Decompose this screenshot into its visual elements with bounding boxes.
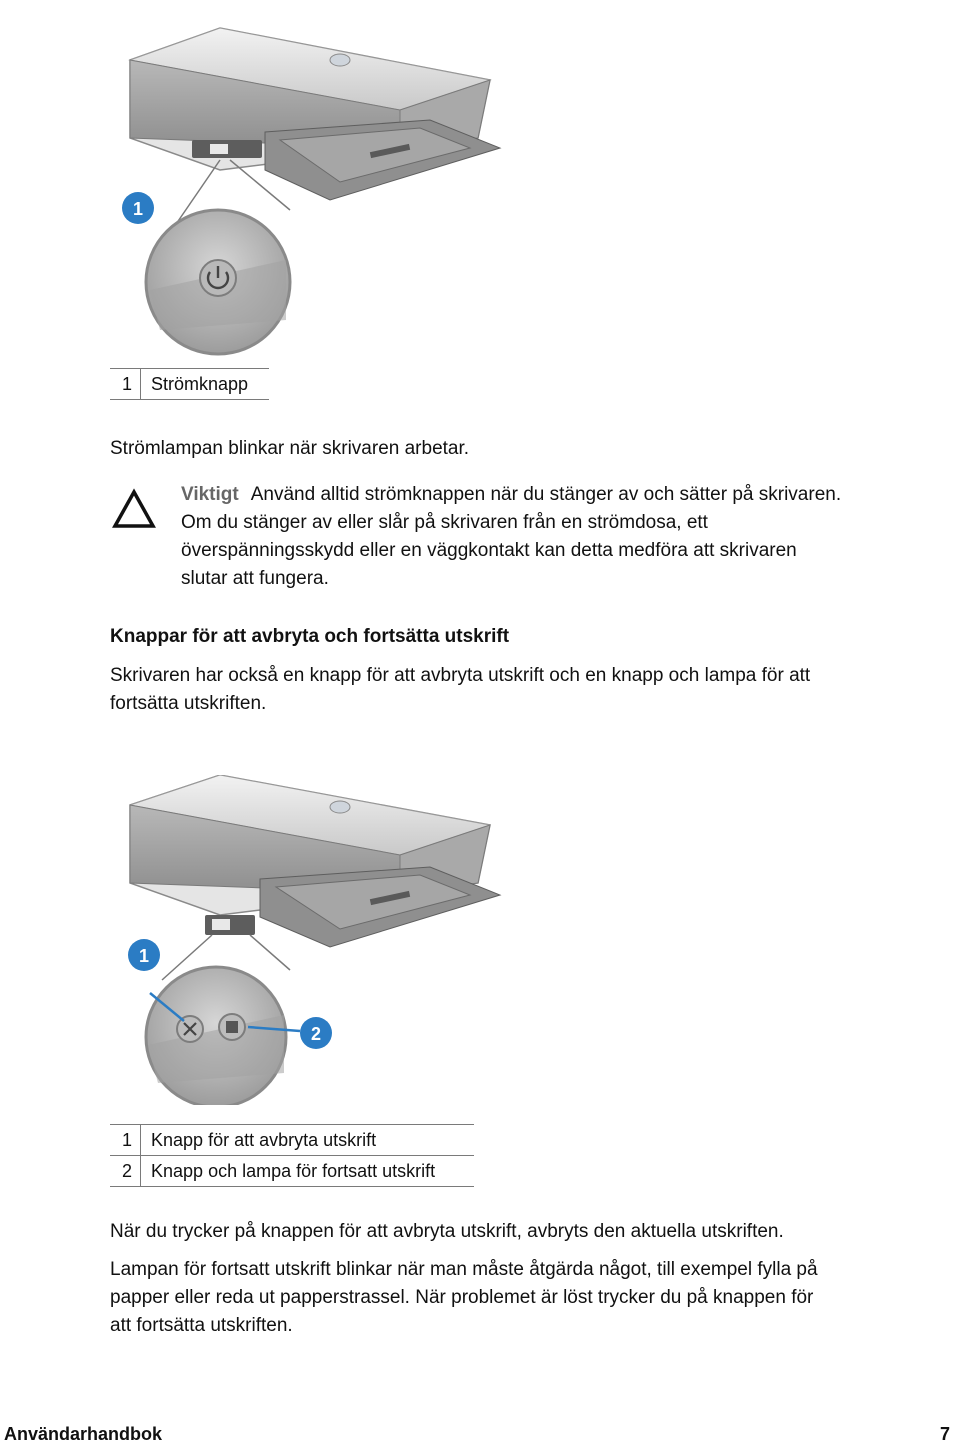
resume-line: Lampan för fortsatt utskrift blinkar när man måste åtgärda något, till exempel fylla på bbox=[110, 1259, 818, 1280]
legend-number: 1 bbox=[110, 369, 141, 400]
intro-line: Skrivaren har också en knapp för att avbryta utskrift och en knapp och lampa för att bbox=[110, 665, 811, 686]
footer-title: Användarhandbok bbox=[4, 1424, 163, 1444]
legend-number: 1 bbox=[110, 1125, 141, 1156]
warning-line: slutar att fungera. bbox=[181, 568, 329, 589]
callout-badge-2: 2 bbox=[310, 1024, 322, 1044]
paragraph-resume bbox=[110, 1256, 818, 1340]
footer-page-number: 7 bbox=[940, 1424, 951, 1444]
warning-text: Använd alltid strömknappen när du stänger av och sätter på skrivaren. bbox=[250, 484, 842, 505]
legend-label: Knapp och lampa för fortsatt utskrift bbox=[141, 1156, 475, 1187]
legend-table-figure2 bbox=[110, 1124, 474, 1187]
legend-label: Knapp för att avbryta utskrift bbox=[141, 1125, 475, 1156]
legend-row bbox=[110, 369, 269, 400]
resume-line: papper eller reda ut papperstrassel. När problemet är löst trycker du på knappen för bbox=[110, 1287, 814, 1308]
callout-badge-1: 1 bbox=[132, 199, 144, 219]
warning-line: överspänningsskydd eller en väggkontakt kan detta medföra att skrivaren bbox=[181, 540, 797, 561]
printer-illustration-power-button bbox=[100, 20, 520, 360]
section-heading: Knappar för att avbryta och fortsätta utskrift bbox=[110, 626, 510, 647]
warning-icon bbox=[112, 488, 156, 530]
legend-number: 2 bbox=[110, 1156, 141, 1187]
warning-block bbox=[181, 481, 956, 593]
section-intro bbox=[110, 662, 810, 718]
legend-table-figure1 bbox=[110, 368, 269, 400]
legend-row bbox=[110, 1156, 474, 1187]
legend-label: Strömknapp bbox=[141, 369, 270, 400]
callout-badge-1: 1 bbox=[138, 946, 150, 966]
warning-label: Viktigt bbox=[181, 484, 239, 505]
warning-line: Om du stänger av eller slår på skrivaren från en strömdosa, ett bbox=[181, 512, 708, 533]
legend-row bbox=[110, 1125, 474, 1156]
warning-line bbox=[181, 481, 956, 509]
paragraph-cancel: När du trycker på knappen för att avbryta utskrift, avbryts den aktuella utskriften. bbox=[110, 1221, 784, 1242]
printer-illustration-cancel-resume-buttons bbox=[100, 775, 520, 1105]
intro-line: fortsätta utskriften. bbox=[110, 693, 267, 714]
resume-line: att fortsätta utskriften. bbox=[110, 1315, 293, 1336]
paragraph-power-light: Strömlampan blinkar när skrivaren arbetar. bbox=[110, 438, 470, 459]
